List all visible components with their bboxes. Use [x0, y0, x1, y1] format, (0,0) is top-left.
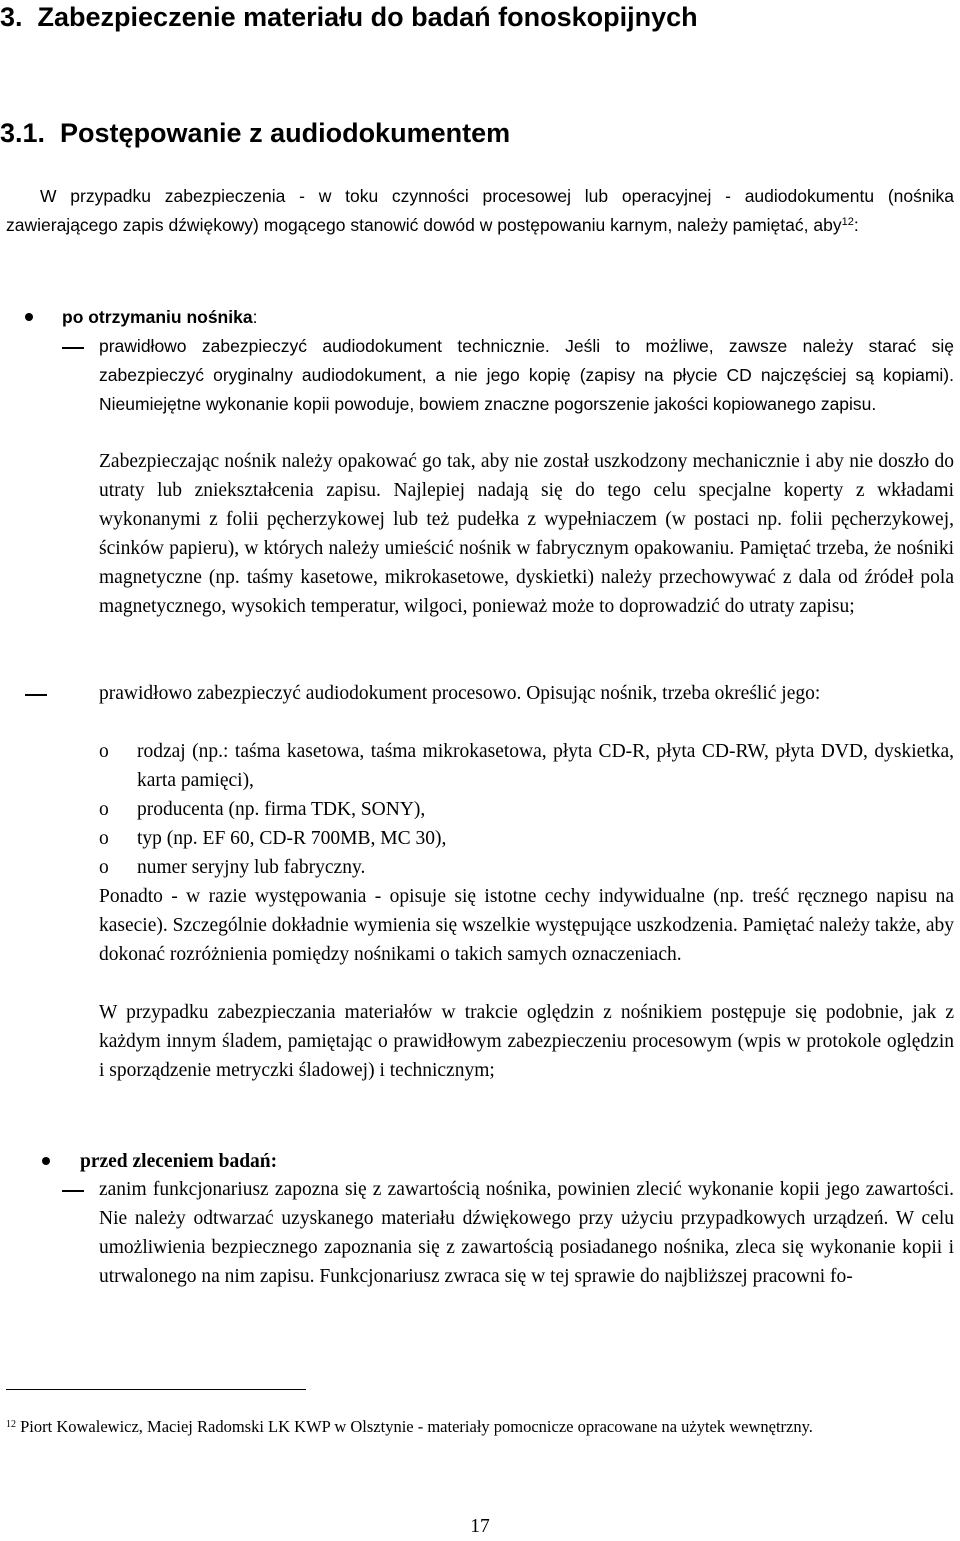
sub-item-serial: numer seryjny lub fabryczny. — [137, 857, 366, 878]
procedural-continued-1: Ponadto - w razie występowania - opisuje się istotne cechy indywidualne (np. treść ręcznego napisu na kasecie). Szczególnie dokładnie wymienia się wszelkie występujące uszkodzenia. Pamiętać należy także, aby dokonać rozróżnienia pomiędzy nośnikami o takich samych oznaczeniach. — [99, 886, 954, 965]
dash-marker — [25, 694, 47, 696]
footnote-separator — [6, 1389, 306, 1390]
intro-tail: : — [853, 215, 859, 235]
footnote-text: Piort Kowalewicz, Maciej Radomski LK KWP w Olsztynie - materiały pomocnicze opracowane na użytek wewnętrzny. — [16, 1417, 813, 1436]
footnote-number: 12 — [6, 1419, 16, 1430]
dash-item-copy: zanim funkcjonariusz zapozna się z zawartością nośnika, powinien zlecić wykonanie kopii jego zawartości. Nie należy odtwarzać uzyskanego materiału dźwiękowego przy użyciu przypadkowych urządzeń. W celu umożliwienia bezpiecznego zapoznania się z zawartością posiadanego nośnika, zleca się wykonanie kopii i utrwalonego na nim zapisu. Funkcjonariusz zwraca się w tej sprawie do najbliższej pracowni fo- — [99, 1179, 954, 1287]
sub-item-model: typ (np. EF 60, CD-R 700MB, MC 30), — [137, 828, 447, 849]
bullet-label-1: po otrzymaniu nośnika — [62, 307, 253, 327]
dash-item-technical: prawidłowo zabezpieczyć audiodokument technicznie. Jeśli to możliwe, zawsze należy starać się zabezpieczyć oryginalny audiodokument, a nie jego kopię (zapisy na płycie CD najczęściej są kopiami). Nieumiejętne wykonanie kopii powoduje, bowiem znaczne pogorszenie jakości kopiowanego zapisu. — [99, 336, 954, 414]
section-heading: 3.1. Postępowanie z audiodokumentem — [0, 118, 511, 148]
dash-item-procedural: prawidłowo zabezpieczyć audiodokument procesowo. Opisując nośnik, trzeba określić jego: — [99, 683, 821, 704]
bullet-heading-2: przed zleceniem badań: — [80, 1151, 278, 1172]
intro-text: W przypadku zabezpieczenia - w toku czynności procesowej lub operacyjnej - audiodokumentu (nośnika zawierającego zapis dźwiękowy) mogącego stanowić dowód w postępowaniu karnym, należy pamiętać, aby — [6, 186, 954, 235]
dash-marker — [62, 347, 84, 349]
sub-item-producer: producenta (np. firma TDK, SONY), — [137, 799, 426, 820]
bullet-marker — [42, 1157, 50, 1165]
sub-item-marker: o — [99, 741, 109, 762]
bullet-heading-1 — [62, 303, 257, 332]
footnote — [6, 1414, 954, 1440]
footnote-reference: 12 — [841, 216, 854, 228]
page-number: 17 — [470, 1516, 490, 1537]
dash-marker — [62, 1190, 84, 1192]
bullet-colon-1: : — [252, 307, 258, 327]
procedural-continued-2: W przypadku zabezpieczania materiałów w trakcie oględzin z nośnikiem postępuje się podobnie, jak z każdym innym śladem, pamiętając o prawidłowym zabezpieczeniu procesowym (wpis w protokole oględzin i sporządzenie metryczki śladowej) i technicznym; — [99, 1002, 954, 1081]
intro-paragraph — [6, 182, 954, 240]
sub-item-type: rodzaj (np.: taśma kasetowa, taśma mikrokasetowa, płyta CD-R, płyta CD-RW, płyta DVD, dyskietka, karta pamięci), — [137, 741, 954, 791]
sub-item-marker: o — [99, 799, 109, 820]
sub-item-marker: o — [99, 828, 109, 849]
dash-item-technical-continued: Zabezpieczając nośnik należy opakować go tak, aby nie został uszkodzony mechanicznie i aby nie doszło do utraty lub zniekształcenia zapisu. Najlepiej nadają się do tego celu specjalne koperty z wkładami wykonanymi z folii pęcherzykowej lub też pudełka z wypełniaczem (w postaci np. folii pęcherzykowej, ścinków papieru), w których należy umieścić nośnik w fabrycznym opakowaniu. Pamiętać trzeba, że nośniki magnetyczne (np. taśmy kasetowe, mikrokasetowe, dyskietki) należy przechowywać z dala od źródeł pola magnetycznego, wysokich temperatur, wilgoci, ponieważ może to doprowadzić do utraty zapisu; — [99, 451, 954, 617]
sub-item-marker: o — [99, 857, 109, 878]
chapter-heading: 3. Zabezpieczenie materiału do badań fonoskopijnych — [0, 2, 698, 32]
bullet-marker — [25, 313, 33, 321]
